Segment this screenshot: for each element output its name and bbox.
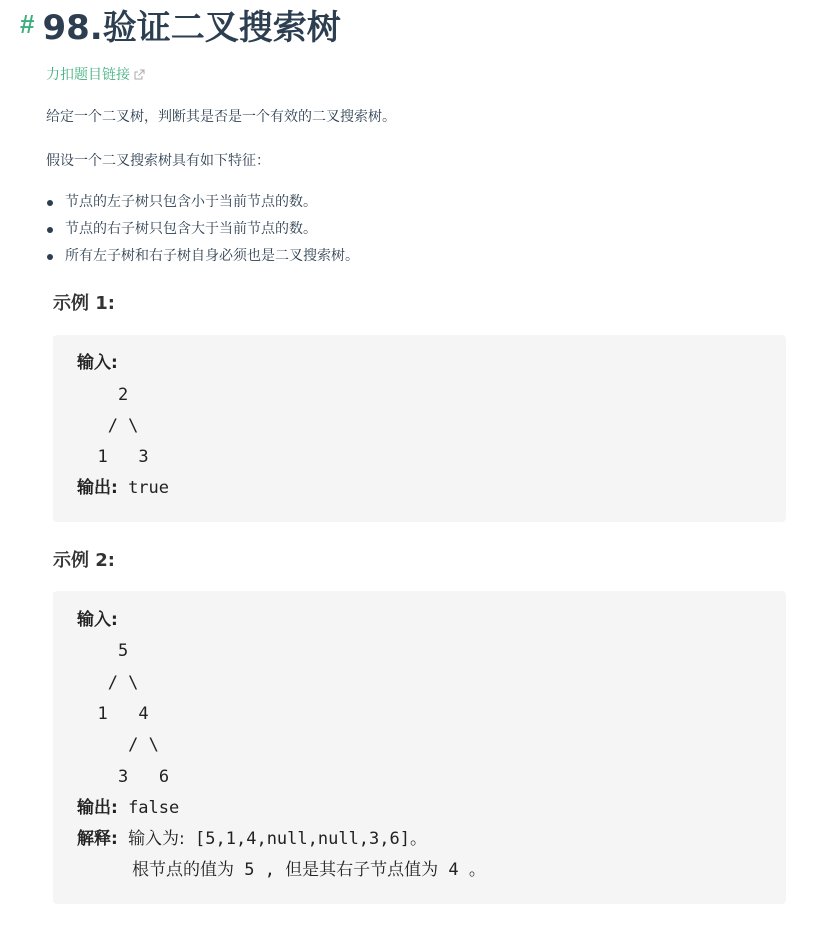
assumption-paragraph: 假设一个二叉搜索树具有如下特征： [46,153,270,169]
tree-line: 1 4 [77,704,149,724]
input-label: 输入: [77,353,118,373]
example-2-title: 示例 2: [53,550,115,571]
explain-label: 解释: [77,829,118,849]
list-item [46,192,359,219]
list-item [46,246,359,273]
problem-link[interactable] [46,64,145,84]
tree-line: / \ [77,416,139,436]
bullet-dot [47,254,53,260]
page-title: 98.验证二叉搜索树 [42,7,341,48]
explain-value: [5,1,4,null,null,3,6]。 [195,829,427,849]
output-value: false [128,798,180,818]
example-1-title: 示例 1: [53,293,115,314]
feature-text: 节点的右子树只包含大于当前节点的数。 [65,221,317,237]
intro-paragraph: 给定一个二叉树，判断其是否是一个有效的二叉搜索树。 [46,109,396,125]
output-label: 输出: [77,798,118,818]
explain-text: 输入为: [128,829,185,849]
output-value: true [128,478,170,498]
example-2-input-line [77,609,118,631]
bullet-dot [47,227,53,233]
bullet-dot [47,200,53,206]
example-1-code-block [53,335,786,522]
input-label: 输入: [77,610,118,630]
external-link-icon [133,69,145,81]
list-item [46,219,359,246]
example-2-code-block [53,591,786,904]
tree-line: / \ [77,735,159,755]
example-1-input-line [77,352,118,374]
feature-text: 所有左子树和右子树自身必须也是二叉搜索树。 [65,248,359,264]
example-2-explain-line [77,828,427,850]
example-2-explain-detail: 根节点的值为 5 , 但是其右子节点值为 4 。 [132,860,486,880]
tree-line: 3 6 [77,767,170,787]
problem-link-text[interactable]: 力扣题目链接 [46,67,130,83]
feature-text: 节点的左子树只包含小于当前节点的数。 [65,194,317,210]
example-2-output-line [77,797,179,819]
heading-anchor[interactable]: # [20,8,35,39]
tree-line: / \ [77,673,139,693]
example-1-output-line [77,477,169,499]
tree-line: 1 3 [77,447,149,467]
page-heading [20,0,341,48]
output-label: 输出: [77,478,118,498]
tree-line: 2 [77,385,129,405]
tree-line: 5 [77,641,129,661]
feature-list [46,192,359,273]
